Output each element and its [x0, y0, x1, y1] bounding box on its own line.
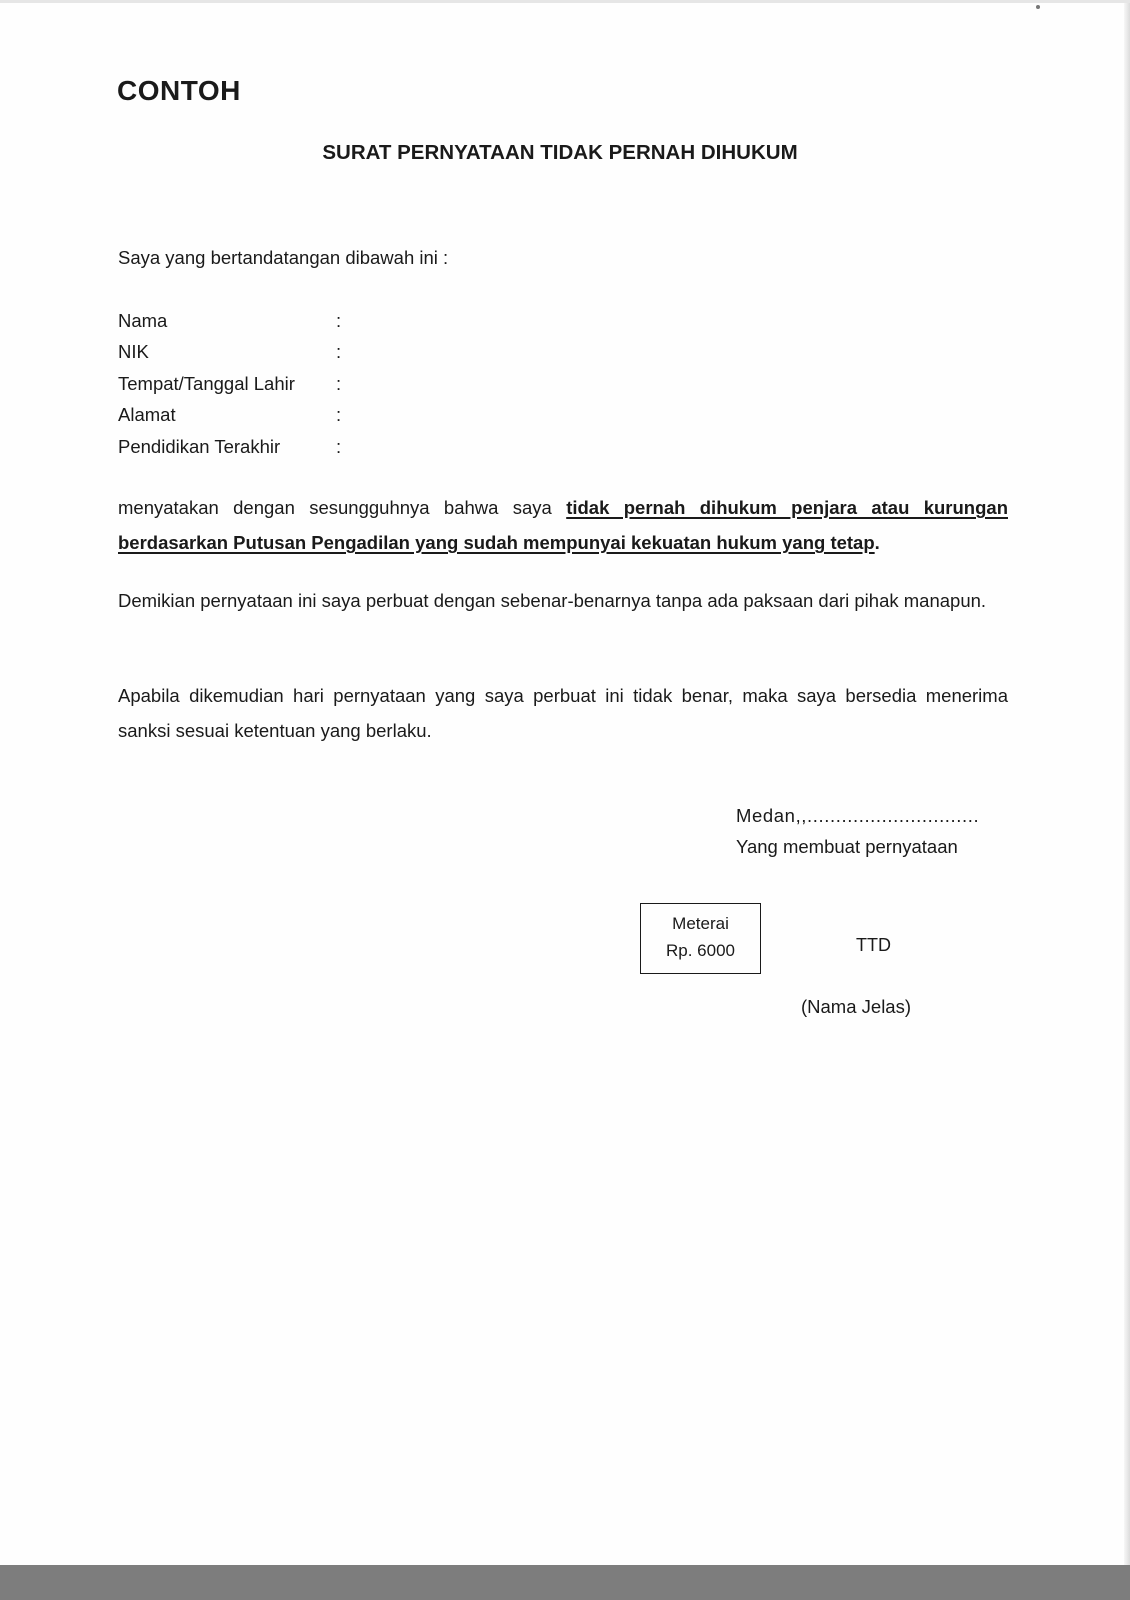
sanction-paragraph: Apabila dikemudian hari pernyataan yang saya perbuat ini tidak benar, maka saya bersedia menerima sanksi sesuai ketentuan yang berlaku.: [118, 685, 1008, 741]
field-row-nik: [118, 337, 518, 369]
field-label: NIK: [118, 341, 149, 363]
place-date: Medan,,..............................: [736, 805, 980, 826]
field-separator: :: [336, 404, 342, 426]
page-edge-shadow: [1124, 3, 1130, 1568]
sincerity-paragraph: Demikian pernyataan ini saya perbuat dengan sebenar-benarnya tanpa ada paksaan dari pihak manapun.: [118, 590, 987, 611]
field-row-address: [118, 400, 518, 432]
field-separator: :: [336, 435, 342, 457]
maker-caption: Yang membuat pernyataan: [736, 836, 958, 857]
stamp-value: Rp. 6000: [666, 941, 735, 960]
scan-artifact: [1036, 5, 1040, 9]
field-row-birth: [118, 368, 518, 400]
intro-text: Saya yang bertandatangan dibawah ini :: [118, 247, 449, 268]
field-label: Nama: [118, 309, 168, 331]
document-title: SURAT PERNYATAAN TIDAK PERNAH DIHUKUM: [322, 141, 798, 164]
field-label: Pendidikan Terakhir: [118, 435, 281, 457]
statement-paragraph: [118, 490, 1008, 560]
statement-emphasis: tidak pernah dihukum penjara atau kurungan berdasarkan Putusan Pengadilan yang sudah mempunyai kekuatan hukum yang tetap: [118, 497, 1008, 553]
stamp-box: [640, 903, 761, 974]
sample-label: CONTOH: [117, 75, 241, 106]
field-separator: :: [336, 372, 342, 394]
statement-end: .: [874, 532, 880, 553]
field-label: Alamat: [118, 404, 176, 426]
field-label: Tempat/Tanggal Lahir: [118, 372, 295, 394]
identity-fields: [118, 305, 518, 463]
field-row-nama: [118, 305, 518, 337]
statement-lead: menyatakan dengan sesungguhnya bahwa saya: [118, 497, 567, 518]
scan-bottom-band: [0, 1565, 1130, 1600]
field-separator: :: [336, 341, 342, 363]
stamp-label: Meterai: [672, 914, 729, 933]
field-separator: :: [336, 309, 342, 331]
signature-placeholder: TTD: [856, 935, 891, 955]
signer-name-placeholder: (Nama Jelas): [801, 996, 911, 1017]
field-row-education: [118, 431, 518, 463]
